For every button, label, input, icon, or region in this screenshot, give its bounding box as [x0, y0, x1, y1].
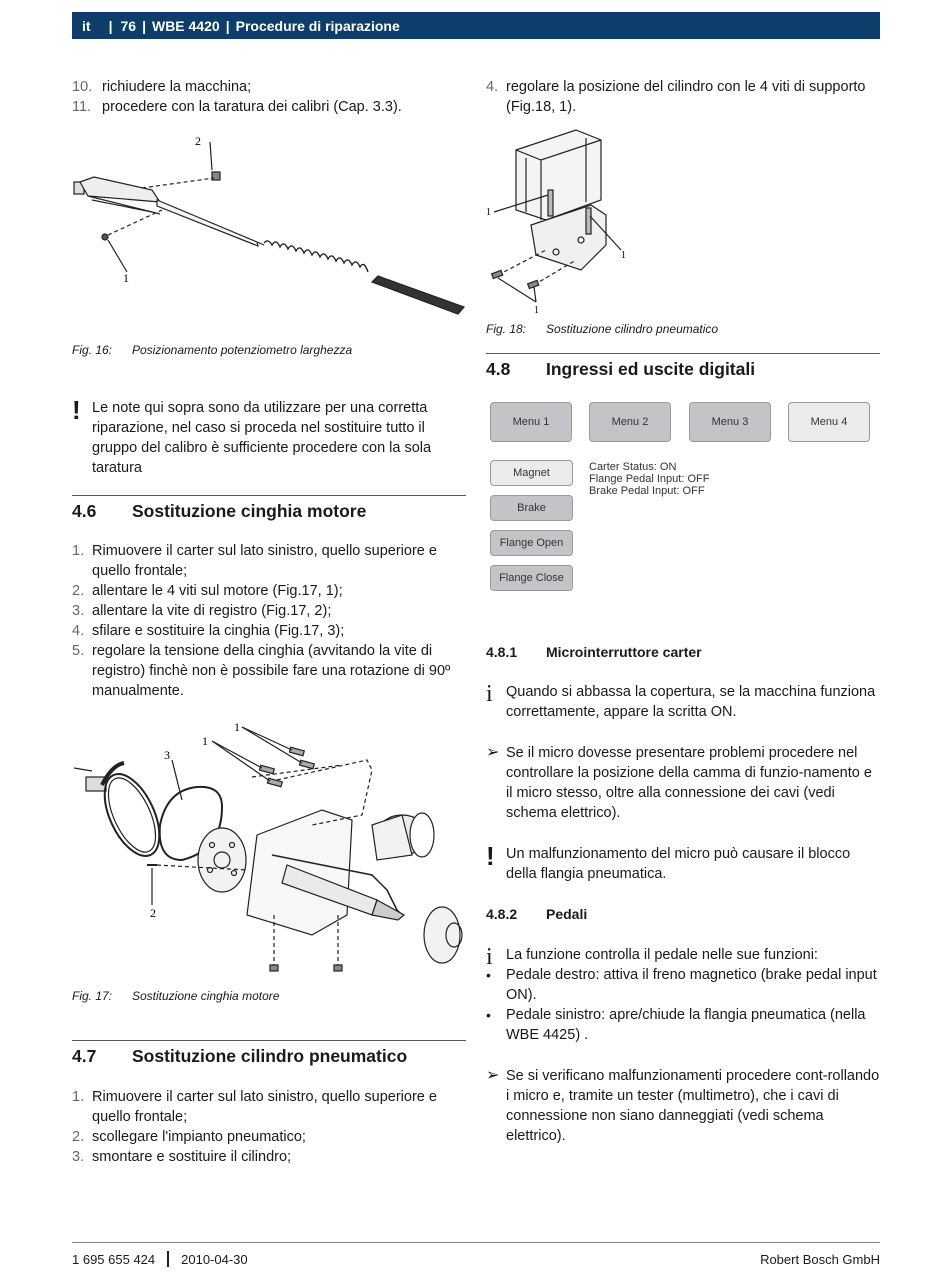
fig18-callout: 1	[621, 250, 626, 261]
list-item: 4. regolare la posizione del cilindro con le 4 viti di supporto (Fig.18, 1).	[486, 79, 866, 115]
list-item: 5. regolare la tensione della cinghia (avvitando la vite di registro) finchè non è possibile fare una rotazione di 90º manualmente.	[72, 643, 451, 699]
status-panel	[589, 461, 709, 497]
carter-status-text: Carter Status: ON	[589, 461, 677, 473]
flange-open-button[interactable]: Flange Open	[490, 530, 573, 556]
arrow-right-icon: ➢	[486, 1067, 500, 1084]
list-item: 1. Rimuovere il carter sul lato sinistro, quello superiore e quello frontale;	[72, 543, 437, 579]
step-list-top	[72, 77, 466, 117]
list-item: 2. allentare le 4 viti sul motore (Fig.17, 1);	[72, 583, 343, 599]
magnet-button[interactable]: Magnet	[490, 460, 573, 486]
menu-1-button[interactable]: Menu 1	[490, 402, 572, 442]
list-item: 4. sfilare e sostituire la cinghia (Fig.17, 3);	[72, 623, 345, 639]
info-note-1: i Quando si abbassa la copertura, se la macchina funziona correttamente, appare la scritta ON.	[486, 681, 876, 720]
list-item: 3. smontare e sostituire il cilindro;	[72, 1149, 292, 1165]
fig18-callout: 1	[486, 207, 491, 218]
fig16-caption: Fig. 16: Posizionamento potenziometro larghezza	[72, 343, 353, 357]
info-icon: i	[486, 681, 493, 707]
fig16-callout: 1	[123, 271, 129, 285]
info-icon: i	[486, 944, 493, 970]
section-heading-4-6: 4.6 Sostituzione cinghia motore	[72, 495, 466, 522]
warning-note-1: ! Le note qui sopra sono da utilizzare per una corretta riparazione, nel caso si proceda nel sostituire tutto il gruppo del calibro è sufficiente procedere con la sola taratura	[72, 395, 432, 476]
footer-doc-code: 1 695 655 424	[72, 1251, 156, 1267]
menu-3-button[interactable]: Menu 3	[689, 402, 771, 442]
fig17-callout: 1	[234, 720, 240, 734]
footer-divider	[167, 1251, 169, 1267]
section-heading-4-8-2: 4.8.2 Pedali	[486, 906, 588, 922]
brake-pedal-status-text: Brake Pedal Input: OFF	[589, 485, 705, 497]
fig18-callout: 1	[534, 305, 539, 316]
bullet-list	[486, 965, 880, 1045]
flange-pedal-status-text: Flange Pedal Input: OFF	[589, 473, 710, 485]
section-heading-4-7: 4.7 Sostituzione cilindro pneumatico	[72, 1040, 466, 1067]
arrow-right-icon: ➢	[486, 744, 500, 761]
page-footer	[72, 1242, 880, 1267]
list-item: • Pedale sinistro: apre/chiude la flangia pneumatica (nella WBE 4425) .	[486, 1007, 866, 1043]
page-header: it | 76 | WBE 4420 | Procedure di riparazione	[72, 12, 880, 39]
section-heading-4-8: 4.8 Ingressi ed uscite digitali	[486, 353, 880, 380]
list-item: 3. allentare la vite di registro (Fig.17, 2);	[72, 603, 332, 619]
list-item: 2. scollegare l'impianto pneumatico;	[72, 1129, 306, 1145]
step-list-4-7-continued	[486, 77, 880, 117]
list-item: • Pedale destro: attiva il freno magnetico (brake pedal input ON).	[486, 967, 877, 1003]
step-list-4-6	[72, 541, 466, 701]
fig17-callout: 1	[202, 734, 208, 748]
fig17-callout: 3	[164, 748, 170, 762]
action-note-1: ➢ Se il micro dovesse presentare problemi procedere nel controllare la posizione della camma di funzio-namento e il micro stesso, oltre alla connessione dei cavi (vedi schema elettrico).	[486, 744, 872, 821]
menu-4-button[interactable]: Menu 4	[788, 402, 870, 442]
fig17-illustration	[72, 715, 466, 980]
warning-note-2: ! Un malfunzionamento del micro può causare il blocco della flangia pneumatica.	[486, 841, 851, 882]
section-heading-4-8-1: 4.8.1 Microinterruttore carter	[486, 644, 702, 660]
list-item: 1. Rimuovere il carter sul lato sinistro, quello superiore e quello frontale;	[72, 1089, 437, 1125]
menu-2-button[interactable]: Menu 2	[589, 402, 671, 442]
fig17-callout: 2	[150, 906, 156, 920]
digital-io-screen	[486, 397, 880, 597]
exclamation-icon: !	[72, 395, 81, 425]
exclamation-icon: !	[486, 841, 495, 871]
footer-date: 2010-04-30	[181, 1251, 248, 1267]
list-item: 10. richiudere la macchina;	[72, 79, 252, 95]
footer-company: Robert Bosch GmbH	[760, 1251, 880, 1267]
action-note-2: ➢ Se si verificano malfunzionamenti procedere cont-rollando i micro e, tramite un tester (multimetro), che i cavi di connessione non siano danneggiati (vedi schema elettrico).	[486, 1067, 880, 1144]
header-page-number: 76	[120, 17, 137, 34]
fig16-callout: 2	[195, 134, 201, 148]
header-model: WBE 4420	[151, 17, 220, 34]
flange-close-button[interactable]: Flange Close	[490, 565, 573, 591]
step-list-4-7	[72, 1087, 466, 1167]
header-lang: it	[82, 17, 91, 34]
fig16-illustration	[72, 130, 466, 325]
info-note-2: i La funzione controlla il pedale nelle sue funzioni:	[486, 944, 818, 970]
list-item: 11. procedere con la taratura dei calibri (Cap. 3.3).	[72, 99, 402, 115]
header-section: Procedure di riparazione	[235, 17, 400, 34]
brake-button[interactable]: Brake	[490, 495, 573, 521]
fig18-caption: Fig. 18: Sostituzione cilindro pneumatico	[486, 322, 719, 336]
fig18-illustration	[486, 120, 646, 320]
fig17-caption: Fig. 17: Sostituzione cinghia motore	[72, 989, 280, 1003]
